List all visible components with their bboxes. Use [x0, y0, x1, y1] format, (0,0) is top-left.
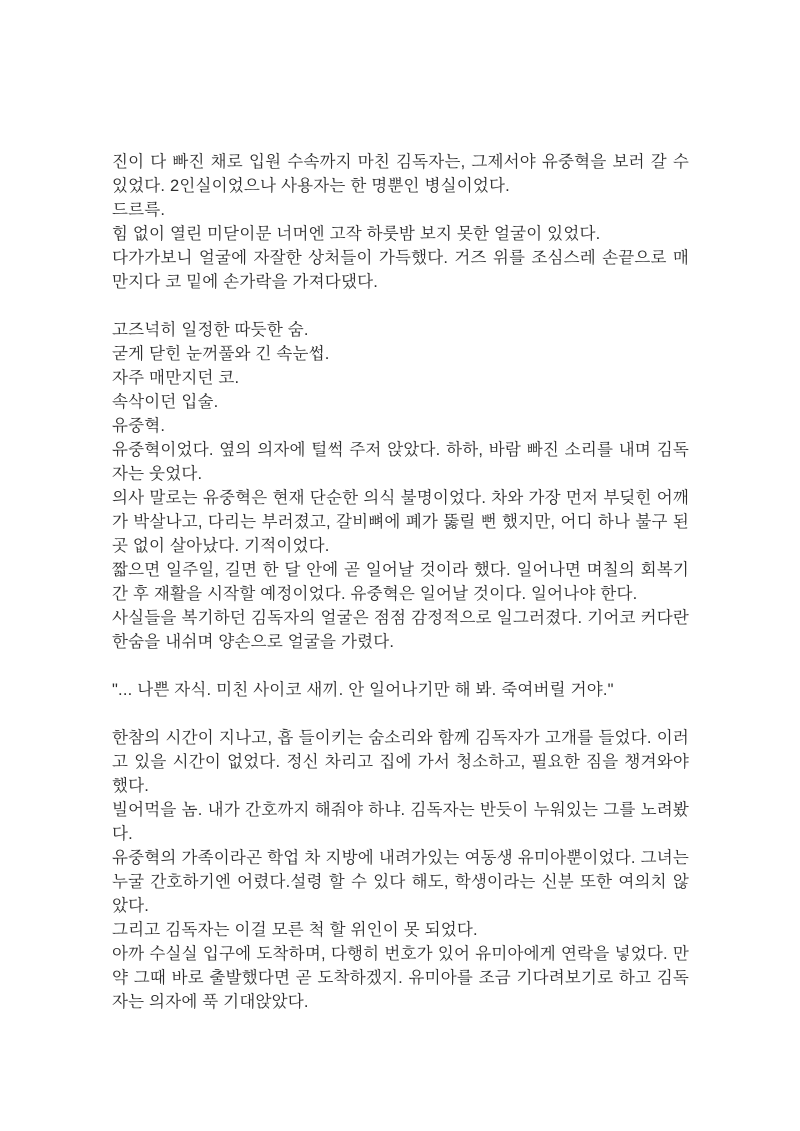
paragraph: 자주 매만지던 코.	[112, 369, 240, 387]
paragraph: 유중혁이었다. 옆의 의자에 털썩 주저 앉았다. 하하, 바람 빠진 소리를 내며 김독자는 웃었다.	[112, 441, 689, 483]
paragraph: 짧으면 일주일, 길면 한 달 안에 곧 일어날 것이라 했다. 일어나면 며칠의 회복기간 후 재활을 시작할 예정이었다. 유중혁은 일어날 것이다. 일어나야 한다.	[112, 561, 689, 603]
paragraph: 빌어먹을 놈. 내가 간호까지 해줘야 하냐. 김독자는 반듯이 누워있는 그를 노려봤다.	[112, 801, 689, 843]
paragraph: 속삭이던 입술.	[112, 393, 219, 411]
paragraph: 유중혁의 가족이라곤 학업 차 지방에 내려가있는 여동생 유미아뿐이었다. 그녀는 누굴 간호하기엔 어렸다.설령 할 수 있다 해도, 학생이라는 신분 또한 여의치 않았다.	[112, 849, 689, 915]
paragraph: 유중혁.	[112, 417, 166, 435]
paragraph: 고즈넉히 일정한 따듯한 숨.	[112, 321, 309, 339]
paragraph: 드르륵.	[112, 201, 166, 219]
paragraph: 굳게 닫힌 눈꺼풀와 긴 속눈썹.	[112, 345, 330, 363]
paragraph: 한참의 시간이 지나고, 흡 들이키는 숨소리와 함께 김독자가 고개를 들었다. 이러고 있을 시간이 없었다. 정신 차리고 집에 가서 청소하고, 필요한 짐을 챙겨와야 했다.	[112, 729, 689, 795]
paragraph: 사실들을 복기하던 김독자의 얼굴은 점점 감정적으로 일그러졌다. 기어코 커다란 한숨을 내쉬며 양손으로 얼굴을 가렸다.	[112, 609, 689, 651]
paragraph: 다가가보니 얼굴에 자잘한 상처들이 가득했다. 거즈 위를 조심스레 손끝으로 매만지다 코 밑에 손가락을 가져다댔다.	[112, 249, 689, 291]
paragraph: 그리고 김독자는 이걸 모른 척 할 위인이 못 되었다.	[112, 921, 478, 939]
paragraph: 의사 말로는 유중혁은 현재 단순한 의식 불명이었다. 차와 가장 먼저 부딪힌 어깨가 박살나고, 다리는 부러졌고, 갈비뼈에 폐가 뚫릴 뻔 했지만, 어디 하나 불구 된 곳 없이 살아났다. 기적이었다.	[112, 489, 689, 555]
page-text	[112, 150, 689, 1014]
paragraph: "... 나쁜 자식. 미친 사이코 새끼. 안 일어나기만 해 봐. 죽여버릴 거야."	[112, 681, 614, 699]
paragraph: 힘 없이 열린 미닫이문 너머엔 고작 하룻밤 보지 못한 얼굴이 있었다.	[112, 225, 601, 243]
paragraph: 진이 다 빠진 채로 입원 수속까지 마친 김독자는, 그제서야 유중혁을 보러 갈 수 있었다. 2인실이었으나 사용자는 한 명뿐인 병실이었다.	[112, 153, 689, 195]
paragraph: 아까 수실실 입구에 도착하며, 다행히 번호가 있어 유미아에게 연락을 넣었다. 만약 그때 바로 출발했다면 곧 도착하겠지. 유미아를 조금 기다려보기로 하고 김독자는 의자에 푹 기대앉았다.	[112, 945, 689, 1011]
